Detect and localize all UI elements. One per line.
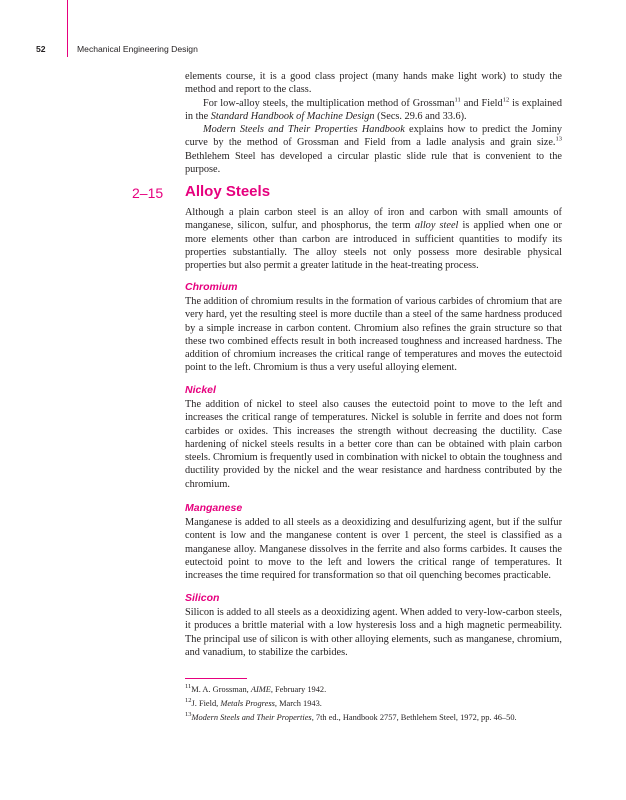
section-intro-paragraph: Although a plain carbon steel is an alloy of iron and carbon with small amounts of manganese, silicon, sulfur, and phosphorus, the term alloy steel is applied when one or more elements other than carbon are introduced in sufficient quantities to modify its properties substantially. The alloy steels not only possess more desirable physical properties but also permit a greater latitude in the heat-treating process.: [185, 207, 562, 272]
footnote-13: $^{13}$Modern Steels and Their Properties, 7th ed., Handbook 2757, Bethlehem Steel, 1972, pp. 46–50.: [185, 711, 517, 722]
section-number: 2–15: [132, 185, 164, 201]
subsection-text: The addition of nickel to steel also causes the eutectoid point to move to the left and increases the critical range of temperatures. Nickel is soluble in ferrite and does not form carbides or oxides. This increases the strength without decreasing the ductility. Case hardening of nickel steels results in a better core than can be obtained with plain carbon steels. Chromium is frequently used in combination with nickel to obtain the toughness and ductility provided by the nickel and the wear resistance and hardness contributed by the chromium.: [185, 399, 562, 490]
subsection-heading: Manganese: [185, 502, 243, 514]
section-title: Alloy Steels: [185, 183, 271, 200]
footnote-rule: [185, 678, 247, 679]
subsection-nickel: [185, 384, 562, 491]
intro-block: [185, 70, 562, 176]
intro-paragraph-1: elements course, it is a good class project (many hands make light work) to study the method and report to the class.: [185, 71, 562, 96]
subsection-heading: Nickel: [185, 384, 216, 396]
page-number: 52: [36, 44, 46, 54]
subsection-silicon: [185, 592, 562, 659]
subsection-text: Silicon is added to all steels as a deoxidizing agent. When added to very-low-carbon steels, it produces a brittle material with a low hysteresis loss and a high magnetic permeability. The principal use of silicon is with other alloying elements, such as manganese, chromium, and vanadium, to stabilize the carbides.: [185, 607, 562, 658]
footnote-12: $^{12}$J. Field, Metals Progress, March 1943.: [185, 697, 322, 708]
subsection-text: Manganese is added to all steels as a deoxidizing and desulfurizing agent, but if the sulfur content is low and the manganese content is over 1 percent, the steel is classified as a manganese alloy. Manganese dissolves in the ferrite and also forms carbides. It causes the eutectoid point to move to the left and lowers the critical range of temperatures. It increases the time required for transformation so that oil quenching becomes practicable.: [185, 517, 562, 582]
book-title: Mechanical Engineering Design: [77, 44, 198, 54]
subsection-text: The addition of chromium results in the formation of various carbides of chromium that are very hard, yet the resulting steel is more ductile than a steel of the same hardness produced by a simple increase in carbon content. Chromium also refines the grain structure so that these two combined effects result in both increased toughness and increased hardness. The addition of chromium increases the critical range of temperatures and moves the eutectoid point to the left. Chromium is thus a very useful alloying element.: [185, 296, 562, 374]
subsection-manganese: [185, 502, 562, 582]
subsection-chromium: [185, 281, 562, 375]
subsection-heading: Silicon: [185, 592, 220, 604]
section-intro: [185, 206, 562, 272]
margin-rule: [67, 0, 68, 57]
subsection-heading: Chromium: [185, 281, 238, 293]
intro-paragraph-2: For low-alloy steels, the multiplication method of Grossman$^{11}$ and Field$^{12}$ is explained in the Standard Handbook of Machine Design (Secs. 29.6 and 33.6).: [185, 96, 563, 122]
footnote-11: $^{11}$M. A. Grossman, AIME, February 1942.: [185, 683, 327, 694]
running-header: [36, 44, 198, 54]
intro-paragraph-3: Modern Steels and Their Properties Handbook explains how to predict the Jominy curve by the method of Grossman and Field from a ladle analysis and grain size.$^{13}$ Bethlehem Steel has developed a circular plastic slide rule that is convenient to the purpose.: [185, 124, 562, 176]
